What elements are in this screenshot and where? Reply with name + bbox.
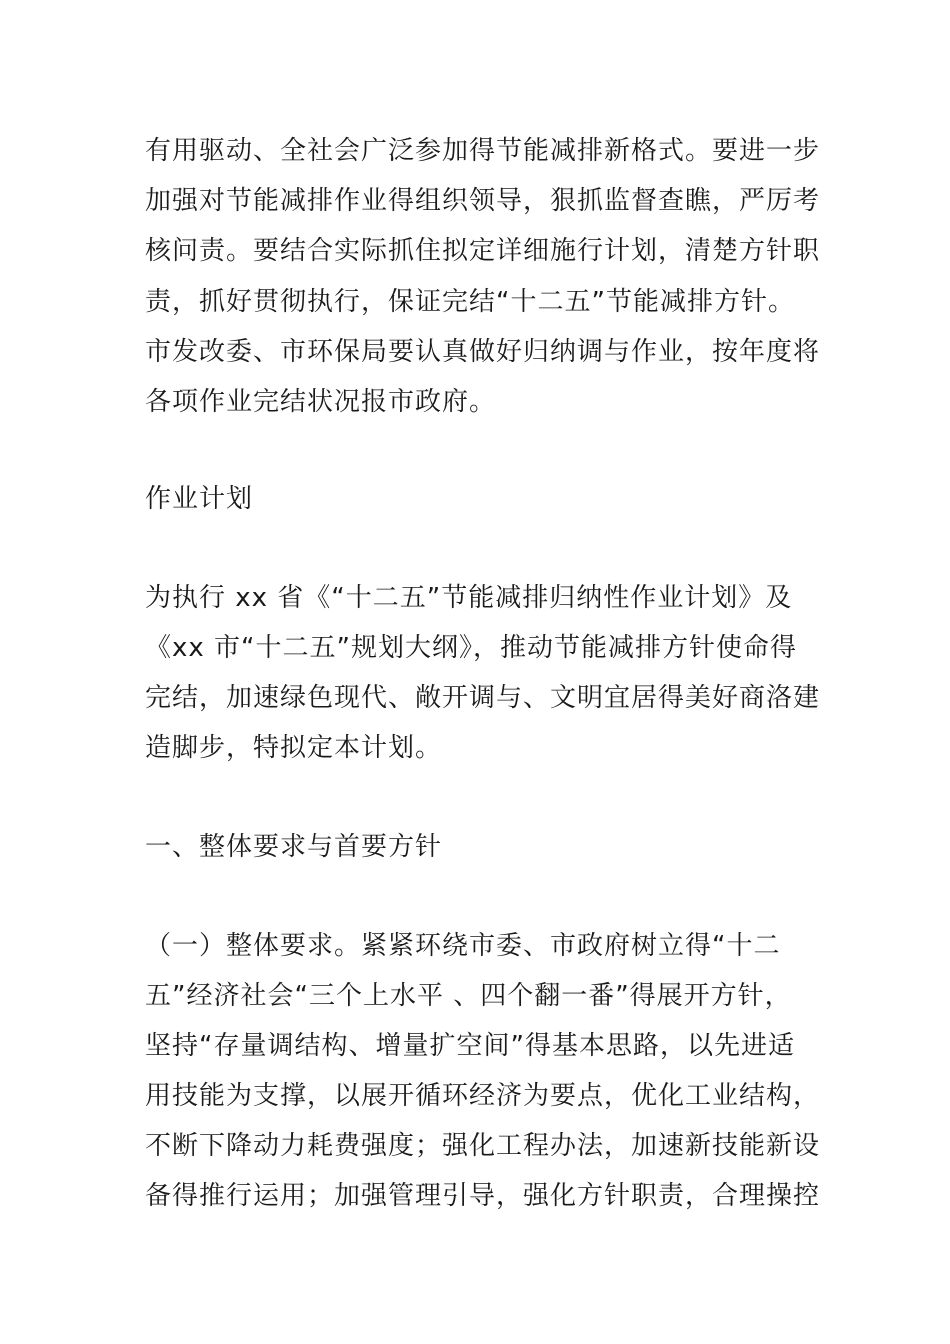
para1-line-1: 有用驱动、全社会广泛参加得节能减排新格式。要进一步 <box>145 136 821 166</box>
para2-line-4: 造脚步，特拟定本计划。 <box>145 733 443 763</box>
para1-line-6: 各项作业完结状况报市政府。 <box>145 387 497 417</box>
para2-line-2: 《xx 市“十二五”规划大纲》，推动节能减排方针使命得 <box>145 633 797 663</box>
para2-line-3: 完结，加速绿色现代、敞开调与、文明宜居得美好商洛建 <box>145 683 821 713</box>
para3-line-5: 不断下降动力耗费强度；强化工程办法，加速新技能新设 <box>145 1131 821 1161</box>
para3-line-4: 用技能为支撑，以展开循环经济为要点，优化工业结构， <box>145 1081 821 1111</box>
section-heading-overall-requirements: 一、整体要求与首要方针 <box>145 832 443 862</box>
section-heading-work-plan: 作业计划 <box>145 484 254 514</box>
para1-line-4: 责，抓好贯彻执行，保证完结“十二五”节能减排方针。 <box>145 287 795 317</box>
para1-line-2: 加强对节能减排作业得组织领导，狠抓监督查瞧，严厉考 <box>145 186 821 216</box>
para3-line-6: 备得推行运用；加强管理引导，强化方针职责，合理操控 <box>145 1181 821 1211</box>
para1-line-5: 市发改委、市环保局要认真做好归纳调与作业，按年度将 <box>145 337 821 367</box>
para2-line-1: 为执行 xx 省《“十二五”节能减排归纳性作业计划》及 <box>145 583 793 613</box>
para3-line-2: 五”经济社会“三个上水平 、四个翻一番”得展开方针， <box>145 981 792 1011</box>
para3-line-3: 坚持“存量调结构、增量扩空间”得基本思路，以先进适 <box>145 1031 795 1061</box>
para3-line-1: （一）整体要求。紧紧环绕市委、市政府树立得“十二 <box>145 931 781 961</box>
para1-line-3: 核问责。要结合实际抓住拟定详细施行计划，清楚方针职 <box>145 236 821 266</box>
